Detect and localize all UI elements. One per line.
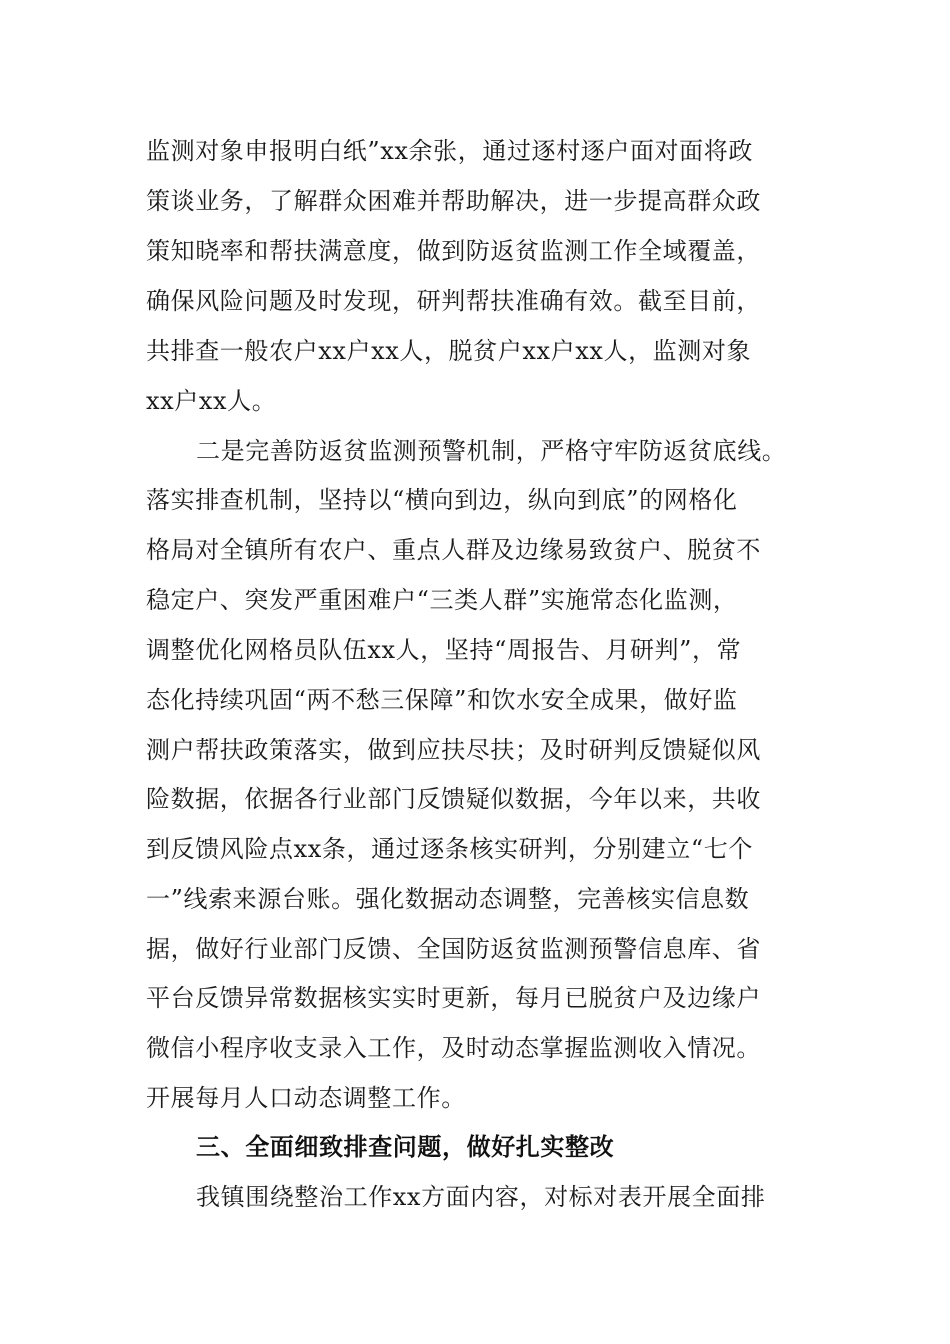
paragraph-first-line: 我镇围绕整治工作xx方面内容，对标对表开展全面排 [196, 1183, 766, 1211]
body-text-line: 稳定户、突发严重困难户“三类人群”实施常态化监测， [146, 586, 738, 614]
body-text-line: 共排查一般农户xx户xx人，脱贫户xx户xx人，监测对象 [146, 337, 752, 365]
body-text-line: 平台反馈异常数据核实实时更新，每月已脱贫户及边缘户 [146, 984, 761, 1012]
section-heading: 三、全面细致排查问题，做好扎实整改 [196, 1133, 615, 1161]
paragraph-first-line: 二是完善防返贫监测预警机制，严格守牢防返贫底线。 [196, 437, 787, 465]
body-text-line: 格局对全镇所有农户、重点人群及边缘易致贫户、脱贫不 [146, 536, 761, 564]
body-text-line: 调整优化网格员队伍xx人，坚持“周报告、月研判”，常 [146, 636, 742, 664]
body-text-line: 测户帮扶政策落实，做到应扶尽扶；及时研判反馈疑似风 [146, 736, 761, 764]
body-text-line: 开展每月人口动态调整工作。 [146, 1084, 466, 1112]
body-text-line: 态化持续巩固“两不愁三保障”和饮水安全成果，做好监 [146, 686, 738, 714]
body-text-line: xx户xx人。 [146, 387, 277, 415]
body-text-line: 微信小程序收支录入工作，及时动态掌握监测收入情况。 [146, 1034, 761, 1062]
body-text-line: 策知晓率和帮扶满意度，做到防返贫监测工作全域覆盖， [146, 237, 761, 265]
body-text-line: 一”线索来源台账。强化数据动态调整，完善核实信息数 [146, 885, 750, 913]
body-text-line: 监测对象申报明白纸”xx余张，通过逐村逐户面对面将政 [146, 137, 753, 165]
body-text-line: 确保风险问题及时发现，研判帮扶准确有效。截至目前， [146, 287, 761, 315]
body-text-line: 策谈业务，了解群众困难并帮助解决，进一步提高群众政 [146, 187, 761, 215]
body-text-line: 险数据，依据各行业部门反馈疑似数据，今年以来，共收 [146, 785, 761, 813]
body-text-line: 落实排查机制，坚持以“横向到边，纵向到底”的网格化 [146, 486, 738, 514]
body-text-line: 据，做好行业部门反馈、全国防返贫监测预警信息库、省 [146, 935, 761, 963]
body-text-line: 到反馈风险点xx条，通过逐条核实研判，分别建立“七个 [146, 835, 753, 863]
